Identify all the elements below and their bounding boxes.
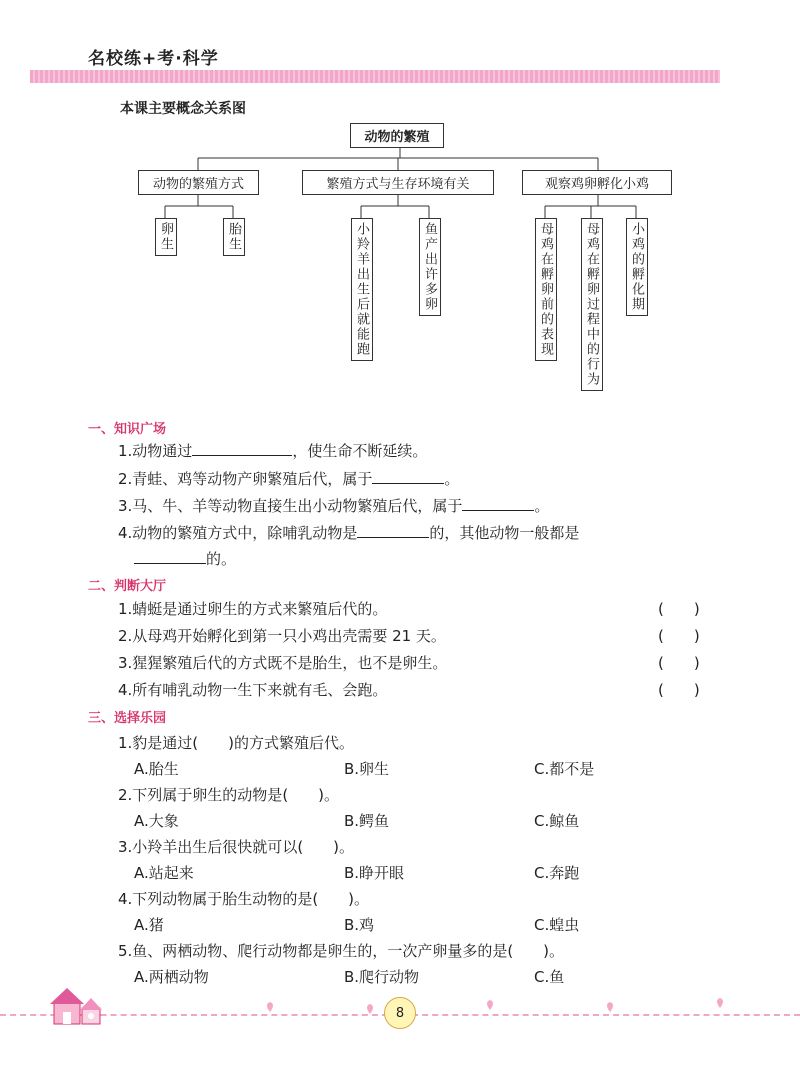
branch-chick-hatching: 观察鸡卵孵化小鸡 bbox=[522, 170, 672, 195]
choice-3-option-c[interactable]: C.奔跑 bbox=[534, 864, 580, 882]
choice-question-4: 4.下列动物属于胎生动物的是( )。 bbox=[118, 890, 370, 908]
choice-4-option-b[interactable]: B.鸡 bbox=[344, 916, 375, 934]
concept-map-title: 本课主要概念关系图 bbox=[120, 101, 246, 117]
choice-1-option-b[interactable]: B.卵生 bbox=[344, 760, 390, 778]
answer-blank[interactable] bbox=[462, 496, 534, 511]
choice-5-option-b[interactable]: B.爬行动物 bbox=[344, 968, 420, 986]
choice-4-option-a[interactable]: A.猪 bbox=[134, 916, 164, 934]
section1-q4-line1: 4.动物的繁殖方式中，除哺乳动物是 的，其他动物一般都是 bbox=[118, 524, 580, 542]
concept-map-connectors bbox=[0, 0, 800, 420]
judge-item-2: 2.从母鸡开始孵化到第一只小鸡出壳需要 21 天。 bbox=[118, 627, 446, 645]
choice-2-option-b[interactable]: B.鳄鱼 bbox=[344, 812, 390, 830]
leaf-hen-before: 母鸡在孵卵前的表现 bbox=[535, 218, 557, 361]
answer-blank[interactable] bbox=[372, 469, 444, 484]
choice-2-option-c[interactable]: C.鲸鱼 bbox=[534, 812, 580, 830]
section2-heading: 二、判断大厅 bbox=[88, 579, 167, 594]
page-number: 8 bbox=[384, 997, 416, 1029]
choice-question-5: 5.鱼、两栖动物、爬行动物都是卵生的，一次产卵量多的是( )。 bbox=[118, 942, 565, 960]
choice-question-1: 1.豹是通过( )的方式繁殖后代。 bbox=[118, 734, 355, 752]
leaf-oviparous: 卵生 bbox=[155, 218, 177, 256]
section1-q3: 3.马、牛、羊等动物直接生出小动物繁殖后代，属于 。 bbox=[118, 497, 550, 515]
branch-environment: 繁殖方式与生存环境有关 bbox=[302, 170, 494, 195]
branch-reproduction-methods: 动物的繁殖方式 bbox=[138, 170, 259, 195]
judge-item-3: 3.猩猩繁殖后代的方式既不是胎生，也不是卵生。 bbox=[118, 654, 448, 672]
choice-2-option-a[interactable]: A.大象 bbox=[134, 812, 179, 830]
answer-blank[interactable] bbox=[357, 523, 429, 538]
section1-q1: 1.动物通过 ，使生命不断延续。 bbox=[118, 442, 428, 460]
choice-3-option-a[interactable]: A.站起来 bbox=[134, 864, 194, 882]
header-title: 名校练+考·科学 bbox=[88, 49, 219, 69]
choice-question-2: 2.下列属于卵生的动物是( )。 bbox=[118, 786, 340, 804]
judge-answer-1[interactable]: ( ) bbox=[658, 600, 700, 618]
choice-1-option-c[interactable]: C.都不是 bbox=[534, 760, 595, 778]
choice-4-option-c[interactable]: C.蝗虫 bbox=[534, 916, 580, 934]
choice-question-3: 3.小羚羊出生后很快就可以( )。 bbox=[118, 838, 355, 856]
concept-root: 动物的繁殖 bbox=[350, 123, 444, 148]
sprout-decoration-icon bbox=[250, 990, 790, 1020]
leaf-antelope: 小羚羊出生后就能跑 bbox=[351, 218, 373, 361]
leaf-fish-eggs: 鱼产出许多卵 bbox=[419, 218, 441, 316]
judge-answer-2[interactable]: ( ) bbox=[658, 627, 700, 645]
section1-q2: 2.青蛙、鸡等动物产卵繁殖后代，属于 。 bbox=[118, 470, 460, 488]
section1-heading: 一、知识广场 bbox=[88, 422, 167, 437]
section3-heading: 三、选择乐园 bbox=[88, 711, 167, 726]
judge-answer-4[interactable]: ( ) bbox=[658, 681, 700, 699]
leaf-hatching-period: 小鸡的孵化期 bbox=[626, 218, 648, 316]
answer-blank[interactable] bbox=[192, 441, 292, 456]
judge-item-4: 4.所有哺乳动物一生下来就有毛、会跑。 bbox=[118, 681, 388, 699]
leaf-viviparous: 胎生 bbox=[223, 218, 245, 256]
judge-item-1: 1.蜻蜓是通过卵生的方式来繁殖后代的。 bbox=[118, 600, 388, 618]
section1-q4-line2: 的。 bbox=[134, 548, 236, 569]
choice-5-option-a[interactable]: A.两栖动物 bbox=[134, 968, 209, 986]
choice-1-option-a[interactable]: A.胎生 bbox=[134, 760, 179, 778]
leaf-hen-during: 母鸡在孵卵过程中的行为 bbox=[581, 218, 603, 391]
judge-answer-3[interactable]: ( ) bbox=[658, 654, 700, 672]
choice-5-option-c[interactable]: C.鱼 bbox=[534, 968, 565, 986]
choice-3-option-b[interactable]: B.睁开眼 bbox=[344, 864, 405, 882]
answer-blank[interactable] bbox=[134, 549, 206, 564]
house-illustration-icon bbox=[40, 980, 115, 1030]
